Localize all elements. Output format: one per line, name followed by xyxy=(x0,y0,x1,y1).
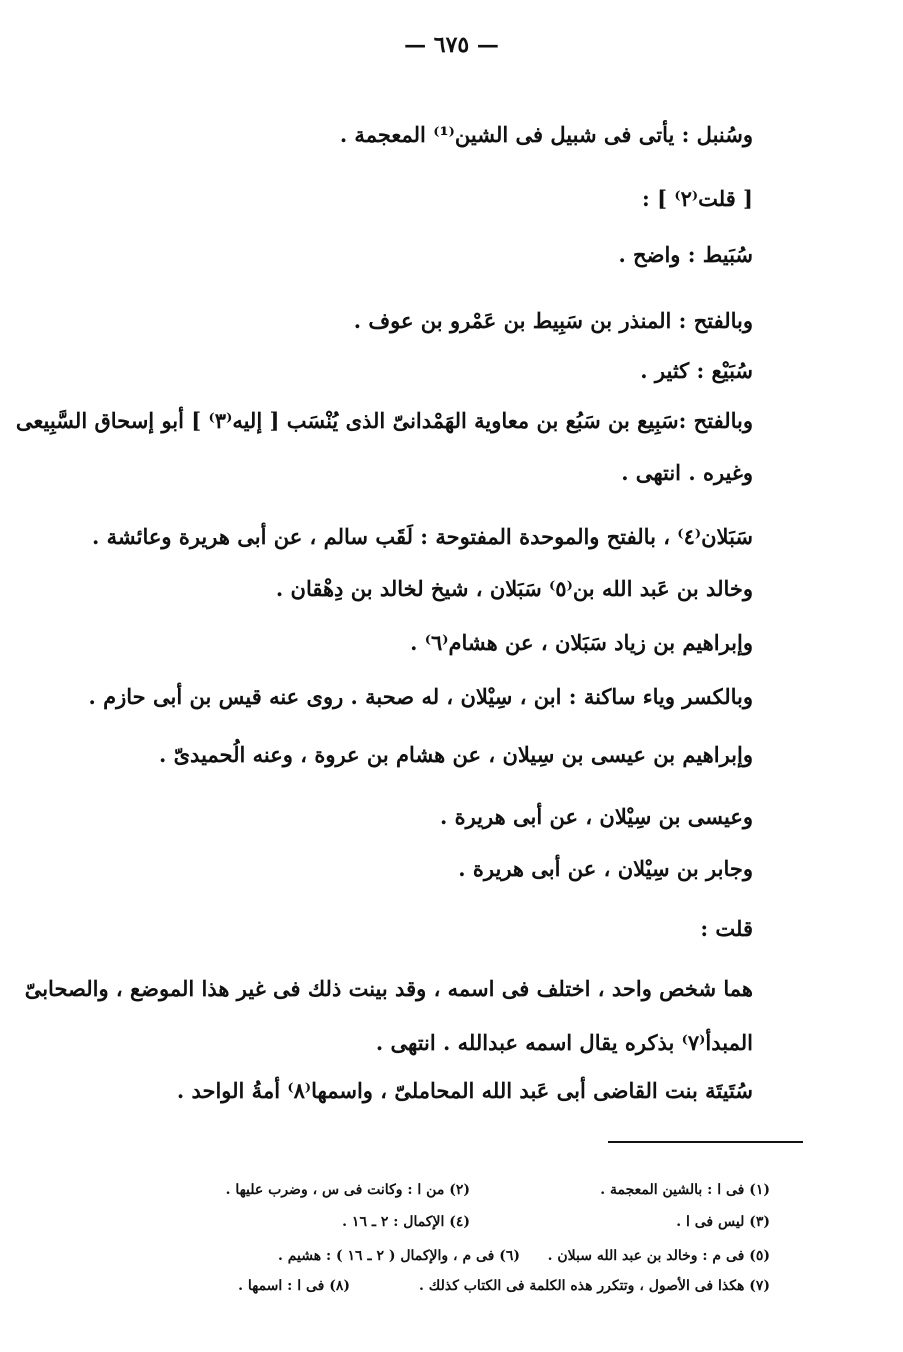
entry-ibrahim-isa: وإبراهيم بن عيسى بن سِيلان ، عن هشام بن عروة ، وعنه الُحميدىّ . xyxy=(159,742,753,767)
entry-subay: سُبَيْع : كثير . xyxy=(640,358,753,383)
footnote-row xyxy=(120,1246,770,1266)
entry-subayt: سُبَيط : واضح . xyxy=(618,242,753,267)
entry-subayt-fath: وبالفتح : المنذر بن سَبِيط بن عَمْرو بن عوف . xyxy=(353,308,753,333)
entry-ibrahim-ziyad: وإبراهيم بن زياد سَبَلان ، عن هشام⁽٦⁾ . xyxy=(410,630,753,655)
entry-sabi-end: وغيره . انتهى . xyxy=(621,460,753,485)
footnote-5: (٥) فى م : وخالد بن عبد الله سبلان . xyxy=(547,1248,770,1264)
footnote-divider xyxy=(608,1141,803,1143)
qult-heading: [ قلت⁽٢⁾ ] : xyxy=(642,186,753,211)
entry-sabalan: سَبَلان⁽٤⁾ ، بالفتح والموحدة المفتوحة : لَقَب سالم ، عن أبى هريرة وعائشة . xyxy=(91,524,753,549)
footnote-row xyxy=(120,1276,770,1296)
entry-isa-saylan: وعيسى بن سِيْلان ، عن أبى هريرة . xyxy=(439,804,753,829)
footnote-2: (٢) من ا : وكانت فى س ، وضرب عليها . xyxy=(225,1182,470,1198)
entry-saylan-kasr: وبالكسر وياء ساكنة : ابن ، سِيْلان ، له صحبة . روى عنه قيس بن أبى حازم . xyxy=(88,684,753,709)
footnote-6: (٦) فى م ، والإكمال ( ٢ ـ ١٦ ) : هشيم . xyxy=(277,1248,520,1264)
footnote-4: (٤) الإكمال : ٢ ـ ١٦ . xyxy=(342,1214,470,1230)
footnote-7: (٧) هكذا فى الأصول ، وتتكرر هذه الكلمة فى الكتاب كذلك . xyxy=(419,1278,770,1294)
entry-jabir-saylan: وجابر بن سِيْلان ، عن أبى هريرة . xyxy=(458,856,753,881)
footnote-8: (٨) فى ا : اسمها . xyxy=(238,1278,350,1294)
footnote-1: (١) فى ا : بالشين المعجمة . xyxy=(600,1182,770,1198)
footnote-3: (٣) ليس فى ا . xyxy=(676,1214,770,1230)
commentary-line-1: هما شخص واحد ، اختلف فى اسمه ، وقد بينت ذلك فى غير هذا الموضع ، والصحابىّ xyxy=(24,976,753,1001)
entry-sutayta: سُتَيتَة بنت القاضى أبى عَبد الله المحاملىّ ، واسمها⁽٨⁾ أمةُ الواحد . xyxy=(176,1078,753,1103)
entry-sunbul: وسُنبل : يأتى فى شبيل فى الشين⁽¹⁾ المعجمة . xyxy=(339,122,753,147)
entry-khalid: وخالد بن عَبد الله بن⁽٥⁾ سَبَلان ، شيخ لخالد بن دِهْقان . xyxy=(275,576,753,601)
commentary-line-2: المبدأ⁽٧⁾ بذكره يقال اسمه عبدالله . انتهى . xyxy=(375,1030,753,1055)
footnote-row xyxy=(120,1212,770,1232)
qult-heading-2: قلت : xyxy=(700,916,753,941)
page-number: — ٦٧٥ — xyxy=(404,32,499,58)
entry-sabi-fath: وبالفتح :سَبِيع بن سَبُع بن معاوية الهَمْدانىّ الذى يُنْسَب [ إليه⁽٣⁾ ] أبو إسحاق السَّبِيعى xyxy=(15,408,753,433)
footnote-row xyxy=(120,1180,770,1200)
